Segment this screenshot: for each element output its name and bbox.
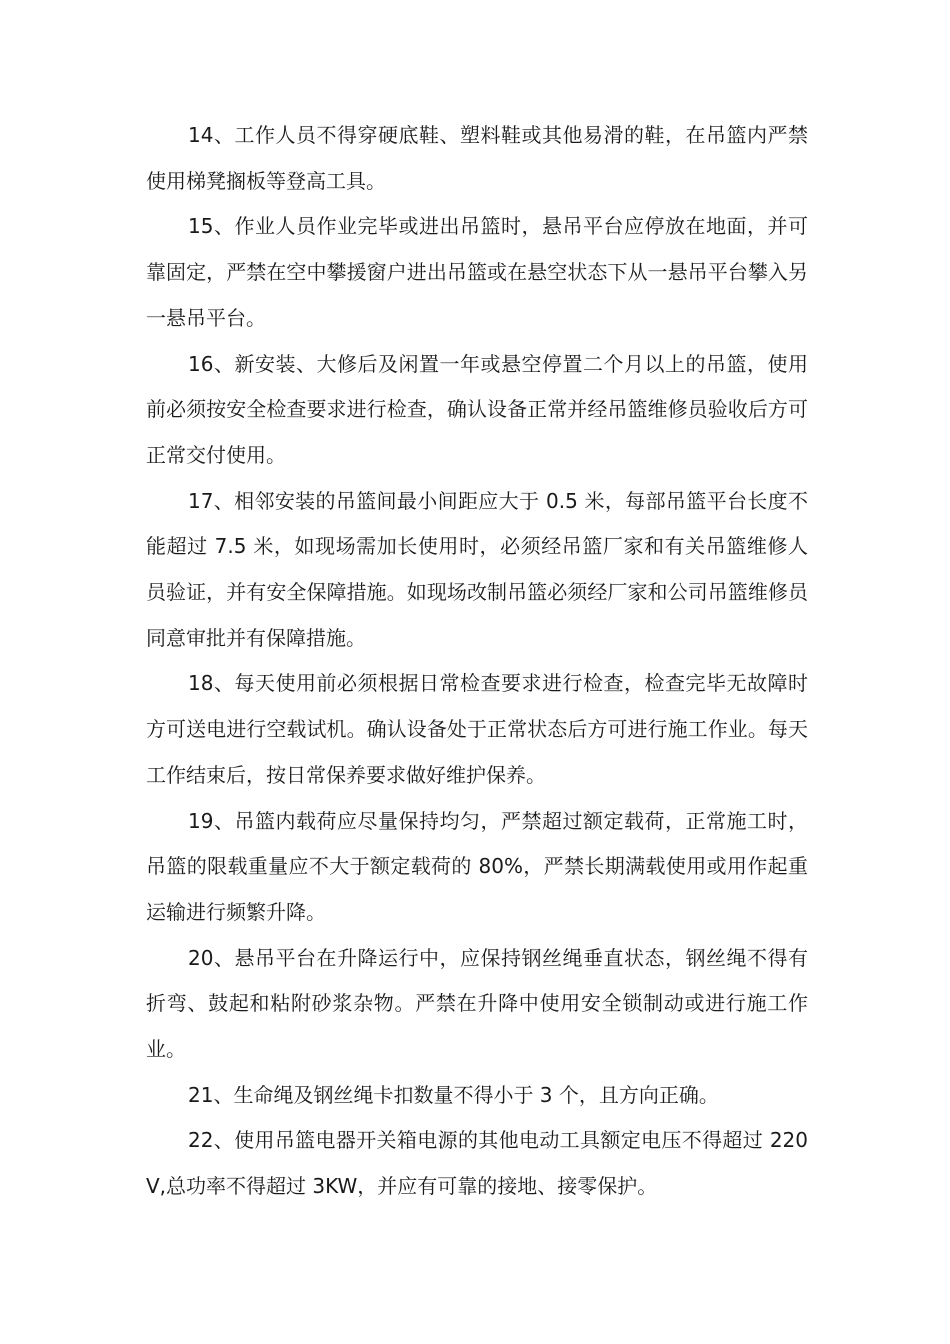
paragraph-21: 21、生命绳及钢丝绳卡扣数量不得小于 3 个，且方向正确。 (188, 1082, 719, 1107)
document-body (146, 113, 808, 1210)
paragraph-18: 18、每天使用前必须根据日常检查要求进行检查，检查完毕无故障时方可送电进行空载试机。确认设备处于正常状态后方可进行施工作业。每天工作结束后，按日常保养要求做好维护保养。 (146, 671, 808, 787)
paragraph-16: 16、新安装、大修后及闲置一年或悬空停置二个月以上的吊篮，使用前必须按安全检查要求进行检查，确认设备正常并经吊篮维修员验收后方可正常交付使用。 (146, 351, 808, 467)
paragraph-15: 15、作业人员作业完毕或进出吊篮时，悬吊平台应停放在地面，并可靠固定，严禁在空中攀援窗户进出吊篮或在悬空状态下从一悬吊平台攀入另一悬吊平台。 (146, 214, 808, 330)
paragraph-22: 22、使用吊篮电器开关箱电源的其他电动工具额定电压不得超过 220V,总功率不得超过 3KW，并应有可靠的接地、接零保护。 (146, 1128, 808, 1199)
paragraph-14: 14、工作人员不得穿硬底鞋、塑料鞋或其他易滑的鞋，在吊篮内严禁使用梯凳搁板等登高工具。 (146, 123, 808, 193)
paragraph-17: 17、相邻安装的吊篮间最小间距应大于 0.5 米，每部吊篮平台长度不能超过 7.5 米，如现场需加长使用时，必须经吊篮厂家和有关吊篮维修人员验证，并有安全保障措施。如现场改制吊篮必须经厂家和公司吊篮维修员同意审批并有保障措施。 (146, 488, 808, 650)
paragraph-20: 20、悬吊平台在升降运行中，应保持钢丝绳垂直状态，钢丝绳不得有折弯、鼓起和粘附砂浆杂物。严禁在升降中使用安全锁制动或进行施工作业。 (146, 945, 808, 1062)
paragraph-19: 19、吊篮内载荷应尽量保持均匀，严禁超过额定载荷，正常施工时，吊篮的限载重量应不大于额定载荷的 80%，严禁长期满载使用或用作起重运输进行频繁升降。 (146, 808, 808, 924)
